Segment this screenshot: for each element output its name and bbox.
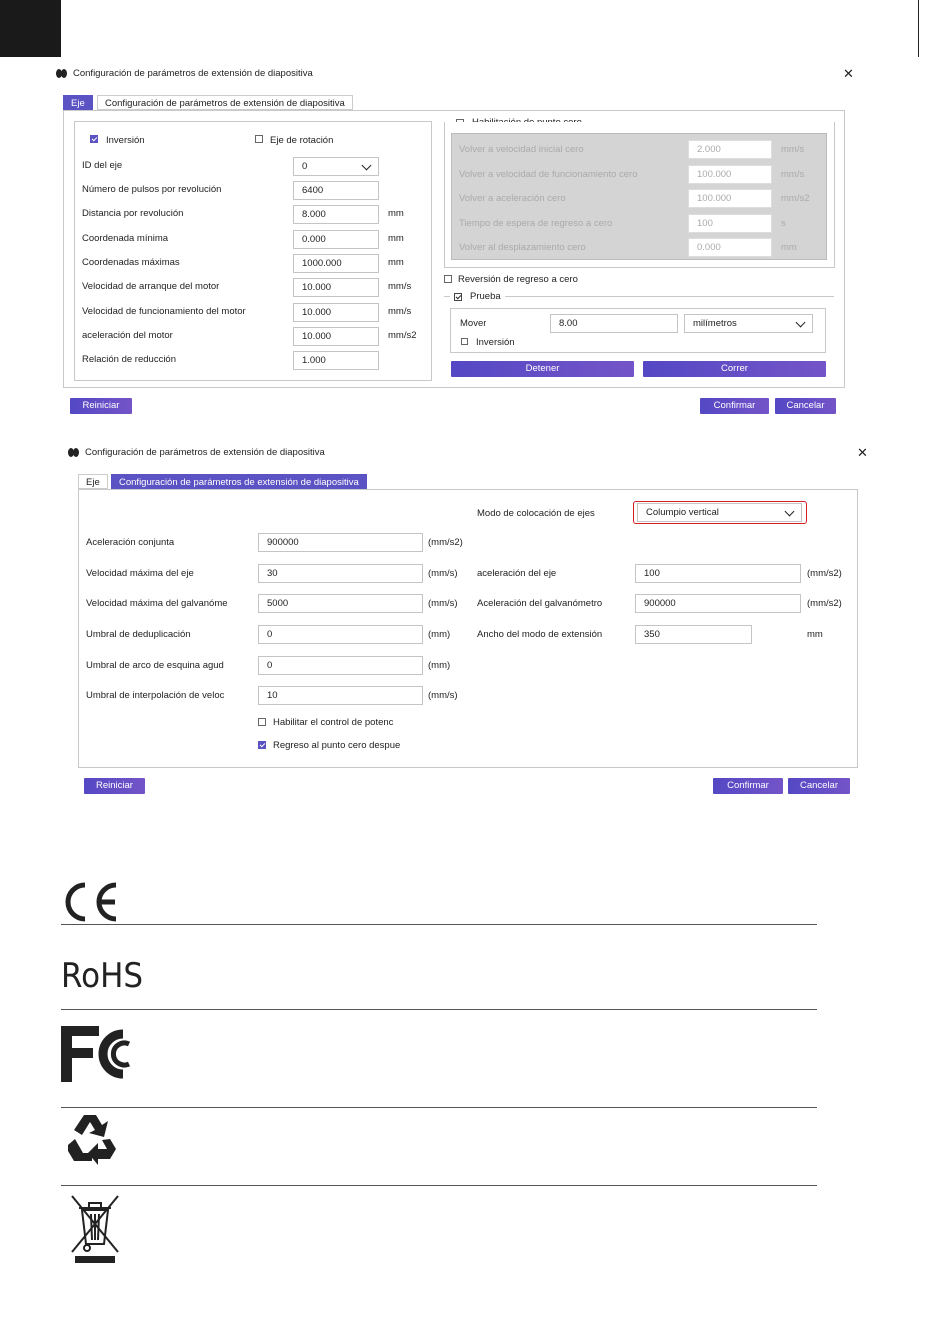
dialog2-reset-button[interactable]: Reiniciar [84, 778, 145, 794]
zero-field-input: 0.000 [688, 238, 772, 257]
axis-field-label: Velocidad de funcionamiento del motor [82, 306, 246, 317]
weee-crossed-bin-icon [70, 1194, 120, 1264]
divider [61, 1107, 817, 1108]
dialog2-close-icon[interactable]: ✕ [857, 445, 868, 460]
axis-field-label: ID del eje [82, 160, 123, 171]
axis-field-input[interactable]: 10.000 [293, 327, 379, 346]
motion-field-label: Velocidad máxima del eje [86, 568, 194, 579]
tab-axis[interactable]: Eje [63, 95, 93, 110]
zero-field-unit: mm/s [781, 169, 805, 180]
dialog2-title: Configuración de parámetros de extensión de diapositiva [85, 447, 325, 458]
zero-field-unit: mm/s [781, 144, 805, 155]
axis-mode-label: Modo de colocación de ejes [477, 508, 595, 519]
rotation-axis-checkbox[interactable] [255, 135, 263, 143]
svg-text:RoHS: RoHS [61, 956, 143, 991]
zero-field-label: Volver al desplazamiento cero [459, 242, 586, 253]
run-button[interactable]: Correr [643, 361, 826, 377]
motion-field-label: aceleración del eje [477, 568, 557, 579]
inversion-checkbox[interactable] [90, 135, 98, 143]
zero-field-unit: s [781, 218, 786, 229]
axis-field-input[interactable]: 8.000 [293, 205, 379, 224]
axis-field-label: Distancia por revolución [82, 208, 184, 219]
motion-field-input[interactable]: 900000 [258, 533, 423, 552]
test-inversion-label: Inversión [476, 337, 515, 348]
dialog2-title-bar [68, 447, 325, 458]
axis-field-label: Coordenada mínima [82, 233, 169, 244]
motion-field-label: Umbral de interpolación de veloc [86, 690, 225, 701]
move-label: Mover [460, 318, 487, 329]
chevron-down-icon [796, 318, 806, 328]
zero-field-input: 100.000 [688, 165, 772, 184]
axis-field-unit: mm [388, 208, 404, 219]
motion-field-input[interactable]: 10 [258, 686, 423, 705]
motion-field-label: Ancho del modo de extensión [477, 629, 603, 640]
dialog1-title-bar [56, 68, 313, 79]
app-logo-icon [56, 69, 67, 78]
axis-mode-value: Columpio vertical [646, 507, 719, 518]
axis-field-input[interactable]: 1.000 [293, 351, 379, 370]
axis-field-label: Relación de reducción [82, 354, 177, 365]
return-zero-checkbox[interactable] [258, 741, 266, 749]
axis-id-select[interactable] [293, 157, 379, 176]
motion-field-unit: (mm) [428, 660, 451, 671]
motion-field-unit: mm [807, 629, 823, 640]
zero-field-input: 2.000 [688, 140, 772, 159]
motion-field-label: Umbral de deduplicación [86, 629, 191, 640]
axis-field-label: aceleración del motor [82, 330, 173, 341]
motion-field-input[interactable]: 100 [635, 564, 801, 583]
dialog2-confirm-button[interactable]: Confirmar [713, 778, 783, 794]
divider [61, 924, 817, 925]
page-corner-line [918, 0, 919, 57]
axis-field-unit: mm [388, 233, 404, 244]
dialog1-cancel-button[interactable]: Cancelar [775, 398, 836, 414]
move-unit-value: milímetros [693, 318, 737, 329]
zero-field-label: Volver a aceleración cero [459, 193, 566, 204]
inversion-label: Inversión [106, 135, 145, 146]
axis-field-label: Velocidad de arranque del motor [82, 281, 220, 292]
axis-mode-select[interactable] [637, 503, 802, 522]
dialog1-close-icon[interactable]: ✕ [843, 66, 854, 81]
motion-field-input[interactable]: 0 [258, 625, 423, 644]
chevron-down-icon [362, 161, 372, 171]
reverse-zero-checkbox[interactable] [444, 275, 452, 283]
reverse-zero-label: Reversión de regreso a cero [458, 274, 578, 285]
zero-field-input: 100.000 [688, 189, 772, 208]
dialog1-title: Configuración de parámetros de extensión de diapositiva [73, 68, 313, 79]
zero-field-unit: mm/s2 [781, 193, 810, 204]
motion-field-input[interactable]: 5000 [258, 594, 423, 613]
ce-mark-icon [61, 881, 121, 923]
divider [61, 1185, 817, 1186]
motion-field-label: Umbral de arco de esquina agud [86, 660, 224, 671]
axis-id-value: 0 [302, 161, 308, 172]
motion-field-unit: (mm) [428, 629, 451, 640]
app-logo-icon [68, 448, 79, 457]
motion-field-label: Aceleración conjunta [86, 537, 175, 548]
dialog1-confirm-button[interactable]: Confirmar [700, 398, 769, 414]
chevron-down-icon [785, 507, 795, 517]
fc-mark-icon [61, 1026, 139, 1082]
motion-field-input[interactable]: 30 [258, 564, 423, 583]
zero-field-label: Tiempo de espera de regreso a cero [459, 218, 613, 229]
axis-field-input[interactable]: 10.000 [293, 303, 379, 322]
motion-field-input[interactable]: 350 [635, 625, 752, 644]
recycle-icon [64, 1111, 120, 1165]
power-control-checkbox[interactable] [258, 718, 266, 726]
test-inversion-checkbox[interactable] [461, 338, 468, 345]
return-zero-label: Regreso al punto cero despue [273, 740, 401, 751]
motion-field-input[interactable]: 0 [258, 656, 423, 675]
zero-field-input: 100 [688, 214, 772, 233]
motion-field-unit: (mm/s) [428, 598, 458, 609]
axis-field-unit: mm [388, 257, 404, 268]
axis-field-input[interactable]: 6400 [293, 181, 379, 200]
axis-field-unit: mm/s2 [388, 330, 417, 341]
rotation-axis-label: Eje de rotación [270, 135, 334, 146]
move-input[interactable]: 8.00 [550, 314, 678, 333]
divider [61, 1009, 817, 1010]
zero-field-label: Volver a velocidad inicial cero [459, 144, 584, 155]
motion-field-label: Aceleración del galvanómetro [477, 598, 603, 609]
motion-field-unit: (mm/s2) [807, 598, 842, 609]
test-checkbox[interactable] [454, 293, 462, 301]
test-label: Prueba [470, 291, 501, 302]
zero-field-label: Volver a velocidad de funcionamiento cero [459, 169, 638, 180]
axis-field-input[interactable]: 0.000 [293, 230, 379, 249]
axis-field-label: Coordenadas máximas [82, 257, 180, 268]
axis-field-unit: mm/s [388, 281, 412, 292]
motion-field-label: Velocidad máxima del galvanóme [86, 598, 228, 609]
motion-field-unit: (mm/s) [428, 568, 458, 579]
axis-field-input[interactable]: 1000.000 [293, 254, 379, 273]
tab-slide-extension[interactable]: Configuración de parámetros de extensión de diapositiva [97, 95, 353, 110]
tab2-axis[interactable]: Eje [78, 474, 108, 489]
motion-field-unit: (mm/s2) [428, 537, 463, 548]
move-unit-select[interactable] [684, 314, 813, 333]
motion-field-unit: (mm/s2) [807, 568, 842, 579]
page-corner-block [0, 0, 61, 57]
dialog1-reset-button[interactable]: Reiniciar [70, 398, 132, 414]
motion-field-unit: (mm/s) [428, 690, 458, 701]
power-control-label: Habilitar el control de potenc [273, 717, 394, 728]
dialog2-cancel-button[interactable]: Cancelar [788, 778, 850, 794]
zero-field-unit: mm [781, 242, 797, 253]
stop-button[interactable]: Detener [451, 361, 634, 377]
tab2-slide-extension[interactable]: Configuración de parámetros de extensión de diapositiva [111, 474, 367, 489]
axis-field-label: Número de pulsos por revolución [82, 184, 222, 195]
axis-field-input[interactable]: 10.000 [293, 278, 379, 297]
test-header [450, 291, 505, 302]
axis-field-unit: mm/s [388, 306, 412, 317]
rohs-mark-icon [61, 955, 145, 991]
motion-field-input[interactable]: 900000 [635, 594, 801, 613]
